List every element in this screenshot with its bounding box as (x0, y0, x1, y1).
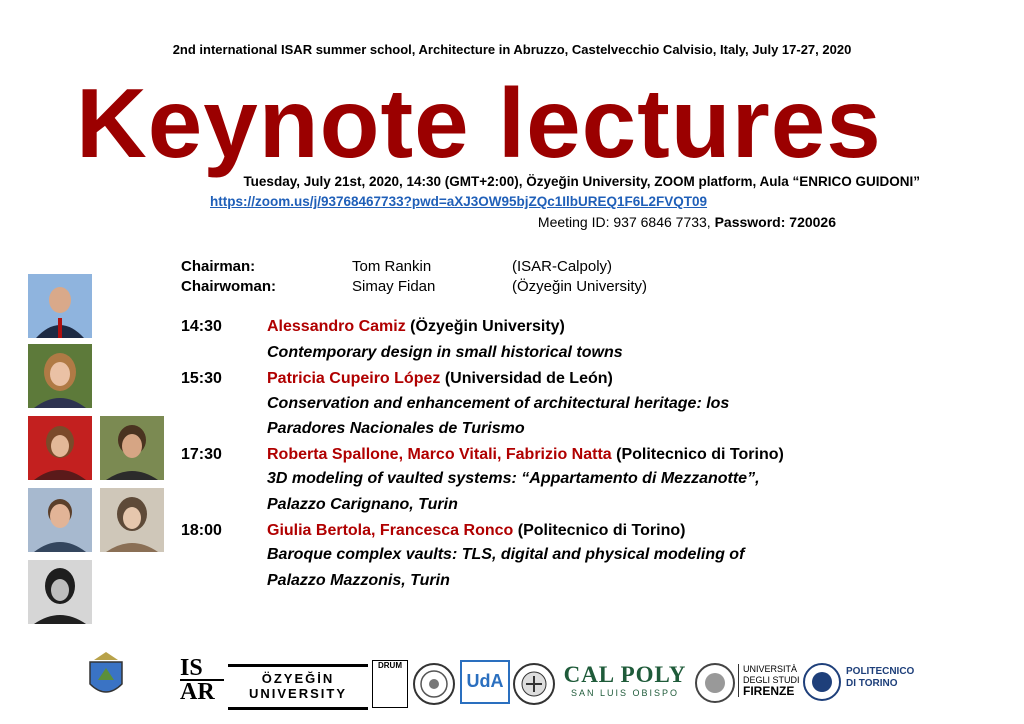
event-details: Tuesday, July 21st, 2020, 14:30 (GMT+2:00), Özyeğin University, ZOOM platform, Aula “ENRICO GUIDONI” (243, 174, 920, 189)
isar-logo-bottom: AR (180, 679, 224, 703)
firenze-logo (738, 664, 803, 697)
speaker-affiliation: (Özyeğin University) (405, 318, 565, 335)
speaker-photo (28, 344, 92, 408)
university-seal-logo (512, 662, 556, 711)
polito-logo-line: DI TORINO (846, 678, 898, 689)
page-title: Keynote lectures (76, 68, 882, 178)
talk-title: Palazzo Mazzonis, Turin (267, 572, 450, 589)
chair-affiliation: (Özyeğin University) (512, 278, 648, 295)
calpoly-logo-name: CAL POLY (563, 662, 687, 687)
speaker-names: Roberta Spallone, Marco Vitali, Fabrizio Natta (267, 446, 612, 463)
ozyegin-logo-sub: UNIVERSITY (248, 686, 347, 701)
university-seal-logo (412, 662, 456, 711)
speaker-names: Giulia Bertola, Francesca Ronco (267, 522, 514, 539)
speaker-affiliation: (Universidad de León) (440, 370, 613, 387)
zoom-link[interactable]: https://zoom.us/j/93768467733?pwd=aXJ3OW95bjZQc1IlbUREQ1F6L2FVQT09 (210, 194, 708, 209)
talk-title: Palazzo Carignano, Turin (267, 496, 458, 513)
drum-logo-text: DRUM (378, 661, 402, 670)
talk-title: Paradores Nacionales de Turismo (267, 420, 525, 437)
talk-title: Contemporary design in small historical towns (267, 344, 623, 361)
ozyegin-logo (228, 664, 368, 710)
chair-name: Tom Rankin (352, 258, 432, 275)
isar-logo-top: IS (180, 655, 203, 681)
chair-role: Chairwoman: (181, 278, 277, 295)
coat-of-arms-logo (86, 650, 126, 707)
talk-title: Conservation and enhancement of architectural heritage: los (267, 395, 730, 412)
ozyegin-logo-name: ÖZYEĞİN (261, 671, 335, 686)
university-seal-logo (694, 662, 736, 709)
meeting-id: Meeting ID: 937 6846 7733, (537, 214, 711, 230)
polito-seal-logo (802, 662, 842, 707)
speaker-photo (28, 274, 92, 338)
talk-speakers (267, 518, 685, 544)
speaker-affiliation: (Politecnico di Torino) (611, 446, 784, 463)
talk-title: 3D modeling of vaulted systems: “Appartamento di Mezzanotte”, (267, 470, 760, 487)
calpoly-logo (562, 662, 688, 698)
speaker-names: Patricia Cupeiro López (267, 370, 441, 387)
firenze-logo-line: DEGLI STUDI (743, 675, 800, 685)
speaker-photo (28, 560, 92, 624)
talk-time: 14:30 (181, 318, 222, 335)
meeting-password: Password: 720026 (714, 214, 836, 230)
speaker-photo (28, 488, 92, 552)
talk-title: Baroque complex vaults: TLS, digital and physical modeling of (267, 546, 745, 563)
polito-logo-line: POLITECNICO (846, 666, 915, 677)
drum-logo (372, 660, 408, 708)
talk-speakers (267, 442, 784, 468)
chair-affiliation: (ISAR-Calpoly) (512, 258, 613, 275)
talk-time: 17:30 (181, 446, 222, 463)
firenze-logo-line: UNIVERSITÀ (743, 664, 798, 674)
firenze-logo-line: FIRENZE (743, 684, 795, 698)
uda-logo-text: UdA (466, 671, 504, 691)
speaker-names: Alessandro Camiz (267, 318, 406, 335)
polito-logo (846, 666, 914, 690)
chair-name: Simay Fidan (352, 278, 436, 295)
talk-time: 18:00 (181, 522, 222, 539)
isar-logo (180, 657, 224, 707)
speaker-photo (100, 488, 164, 552)
meeting-info (0, 214, 836, 230)
talk-speakers (267, 366, 613, 392)
calpoly-logo-sub: SAN LUIS OBISPO (570, 688, 680, 698)
uda-logo (460, 660, 510, 704)
chair-role: Chairman: (181, 258, 256, 275)
talk-speakers (267, 314, 565, 340)
speaker-photo (100, 416, 164, 480)
talk-time: 15:30 (181, 370, 222, 387)
speaker-affiliation: (Politecnico di Torino) (513, 522, 686, 539)
speaker-photo (28, 416, 92, 480)
event-header: 2nd international ISAR summer school, Architecture in Abruzzo, Castelvecchio Calvisio, Italy, July 17-27, 2020 (172, 42, 852, 57)
